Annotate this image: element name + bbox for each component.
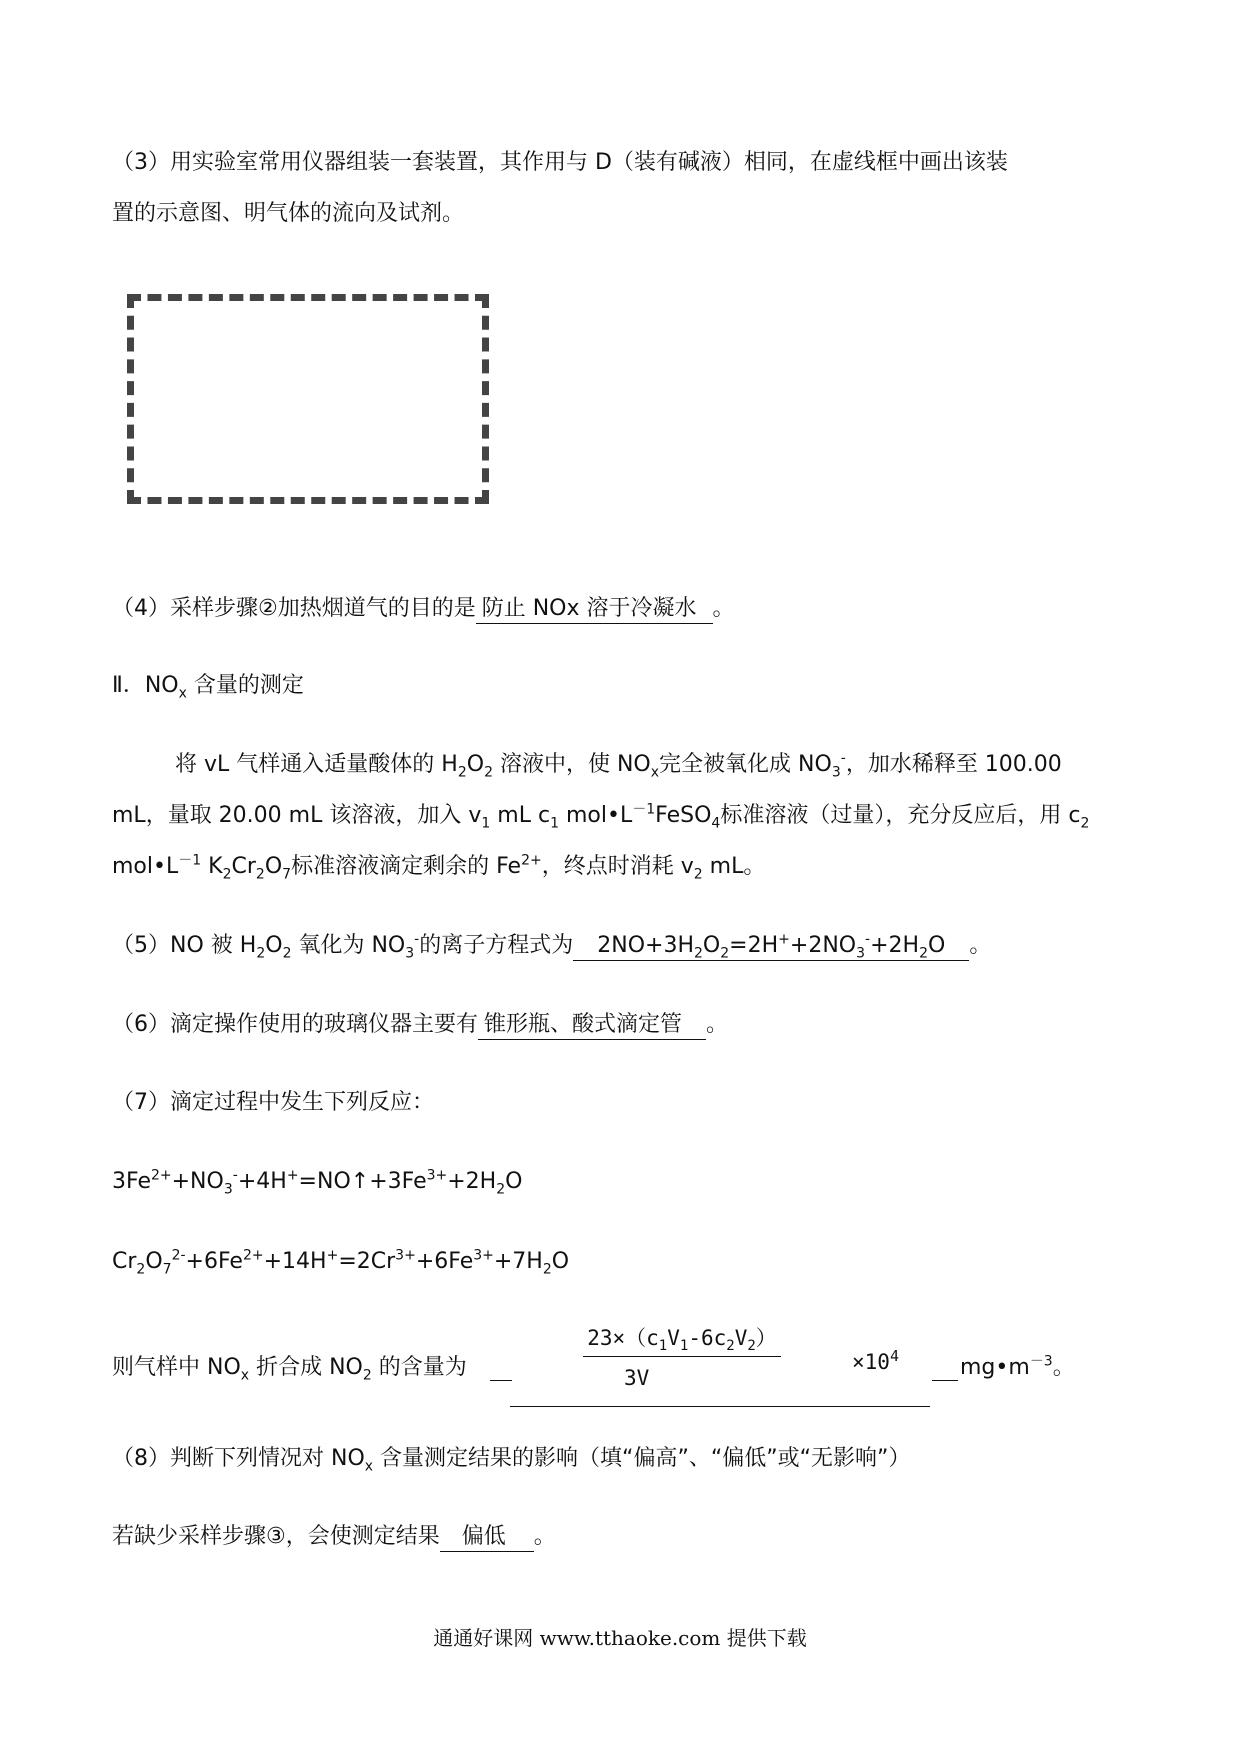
- q8-p1: （8）判断下列情况对 NO: [112, 1446, 365, 1471]
- para-c8: 7: [282, 866, 292, 883]
- times-ten-power: [852, 1347, 899, 1374]
- q7-equation-1: [112, 1167, 522, 1197]
- eq1-part: 3+: [426, 1167, 448, 1184]
- q8-answer-text: 偏低: [461, 1524, 506, 1549]
- q4-line: [112, 594, 735, 624]
- para-c13: mL。: [702, 854, 766, 879]
- q5-ans10: +2H: [870, 933, 920, 958]
- eq2-part: O: [145, 1249, 163, 1274]
- eq2-part: 3+: [395, 1247, 416, 1264]
- q5-ans12: O: [928, 933, 946, 958]
- page-footer: 通通好课网 www.tthaoke.com 提供下载: [433, 1626, 807, 1650]
- q5-line: [112, 931, 991, 961]
- q5-ans2: 2: [694, 945, 703, 962]
- num-h: 2: [747, 1338, 756, 1355]
- eq1-part: +: [286, 1167, 299, 1184]
- para-c2: －1: [178, 852, 202, 869]
- para-a1: 将 vL 气样通入适量酸体的 H: [175, 752, 458, 777]
- q6-answer-text: 锥形瓶、酸式滴定管: [484, 1012, 683, 1037]
- unit-b: －3: [1029, 1353, 1053, 1370]
- para-a4: 2: [484, 764, 493, 781]
- q6-line: [112, 1010, 728, 1040]
- q5-p5: 氧化为 NO: [291, 933, 406, 958]
- q4-answer-text: 防止 NOx 溶于冷凝水: [481, 596, 697, 621]
- para-c3: K: [201, 854, 223, 879]
- unit-a: mg•m: [960, 1355, 1030, 1380]
- q5-ans8: 3: [856, 945, 866, 962]
- eq2-part: O: [551, 1249, 570, 1274]
- q4-prefix: （4）采样步骤②加热烟道气的目的是: [112, 596, 476, 621]
- eq1-part: O: [505, 1169, 523, 1194]
- eq2-part: 7: [162, 1261, 172, 1278]
- para-b7: FeSO: [655, 803, 712, 828]
- para-b3: mL c: [490, 803, 551, 828]
- num-i: ）: [755, 1326, 777, 1350]
- exponent: 4: [889, 1347, 899, 1365]
- fraction-denominator: 3V: [624, 1366, 650, 1390]
- q6-prefix: （6）滴定操作使用的玻璃仪器主要有: [112, 1012, 478, 1037]
- eq1-part: -: [232, 1167, 238, 1184]
- q5-p2: 2: [256, 945, 266, 962]
- eq2-part: =2Cr: [338, 1249, 396, 1274]
- eq2-part: +6Fe: [185, 1249, 243, 1274]
- num-f: 2: [726, 1338, 735, 1355]
- q3-line2: 置的示意图、明气体的流向及试剂。: [112, 201, 465, 226]
- eq2-part: 2: [136, 1261, 146, 1278]
- eq2-part: +7H: [493, 1249, 543, 1274]
- q3-line1: （3）用实验室常用仪器组装一套装置，其作用与 D（装有碱液）相同，在虚线框中画出该装: [112, 150, 1008, 175]
- q5-suffix: 。: [969, 933, 992, 958]
- answer-underline-right: [932, 1380, 958, 1381]
- answer-underline-left: [490, 1380, 512, 1381]
- answer-underline-long: [510, 1406, 930, 1407]
- q8-answer: [440, 1523, 534, 1552]
- eq2-part: Cr: [112, 1249, 137, 1274]
- eq1-part: +2H: [447, 1169, 497, 1194]
- q8-p2: x: [364, 1458, 374, 1475]
- eq2-part: 2+: [242, 1247, 264, 1264]
- q5-ans9: -: [865, 931, 871, 948]
- result-b: x: [240, 1367, 250, 1384]
- para-b4: 1: [550, 815, 559, 832]
- times-ten: ×10: [852, 1350, 890, 1374]
- q5-ans1: 2NO+3H: [597, 933, 694, 958]
- eq2-part: +14H: [263, 1249, 327, 1274]
- q5-ans11: 2: [919, 945, 928, 962]
- q5-answer: [573, 932, 969, 961]
- eq1-part: +4H: [237, 1169, 287, 1194]
- num-a: 23×（c: [587, 1326, 659, 1350]
- q8-sub-line: [112, 1522, 556, 1552]
- result-c: 折合成 NO: [249, 1355, 363, 1380]
- section2-heading-a: Ⅱ．NO: [112, 673, 179, 698]
- para-a5: 溶液中，使 NO: [492, 752, 651, 777]
- para-c11: ，终点时消耗 v: [541, 854, 694, 879]
- para-c5: Cr: [231, 854, 256, 879]
- q5-p4: 2: [282, 945, 292, 962]
- q4-answer: [476, 595, 713, 624]
- para-a8: 3: [831, 764, 841, 781]
- para-line2: [112, 801, 1089, 831]
- num-b: 1: [658, 1338, 668, 1355]
- eq1-part: 2: [496, 1181, 506, 1198]
- para-c9: 标准溶液滴定剩余的 Fe: [291, 854, 522, 879]
- para-a7: 完全被氧化成 NO: [659, 752, 832, 777]
- para-c12: 2: [693, 866, 703, 883]
- para-c6: 2: [255, 866, 265, 883]
- eq1-part: +NO: [171, 1169, 224, 1194]
- para-a10: ，加水稀释至 100.00: [845, 752, 1062, 777]
- eq2-part: 2: [542, 1261, 552, 1278]
- para-c1: mol•L: [112, 854, 179, 879]
- fraction-numerator: [583, 1322, 781, 1357]
- num-c: V: [667, 1326, 680, 1350]
- num-e: -6c: [688, 1326, 727, 1350]
- q5-p3: O: [265, 933, 283, 958]
- q7-intro: （7）滴定过程中发生下列反应：: [112, 1090, 434, 1115]
- para-b9: 标准溶液（过量），充分反应后，用 c: [720, 803, 1081, 828]
- q6-answer: [478, 1011, 706, 1040]
- para-c10: 2+: [521, 852, 542, 869]
- para-b10: 2: [1080, 815, 1090, 832]
- eq2-part: +: [326, 1247, 339, 1264]
- para-b1: mL，量取 20.00 mL 该溶液，加入 v: [112, 803, 482, 828]
- para-line3: [112, 852, 765, 882]
- para-c4: 2: [222, 866, 232, 883]
- dashed-drawing-box: [127, 294, 489, 504]
- result-e: 的含量为: [371, 1355, 467, 1380]
- section2-heading-sub: x: [178, 685, 187, 702]
- section2-heading-c: 含量的测定: [186, 673, 304, 698]
- eq2-part: +6Fe: [415, 1249, 474, 1274]
- q5-p1: （5）NO 被 H: [112, 933, 257, 958]
- eq1-part: 3Fe: [112, 1169, 151, 1194]
- para-c7: O: [264, 854, 283, 879]
- eq1-part: =NO↑+3Fe: [298, 1169, 427, 1194]
- num-g: V: [734, 1326, 748, 1350]
- num-d: 1: [679, 1338, 689, 1355]
- q8-line: [112, 1444, 910, 1474]
- eq1-part: 3: [223, 1181, 233, 1198]
- para-a9: -: [840, 750, 846, 767]
- result-d: 2: [362, 1367, 372, 1384]
- para-b6: －1: [632, 801, 656, 818]
- result-a: 则气样中 NO: [112, 1355, 241, 1380]
- q5-ans6: +: [778, 931, 790, 948]
- q8-s-prefix: 若缺少采样步骤③，会使测定结果: [112, 1524, 440, 1549]
- q5-ans7: +2NO: [789, 933, 857, 958]
- answer-fraction: [512, 1322, 852, 1357]
- para-a3: O: [466, 752, 485, 777]
- q5-p7: -: [414, 931, 420, 948]
- q5-p8: 的离子方程式为: [419, 933, 574, 958]
- q8-s-suffix: 。: [533, 1524, 556, 1549]
- q7-equation-2: [112, 1247, 569, 1277]
- q8-p3: 含量测定结果的影响（填“偏高”、“偏低”或“无影响”）: [373, 1446, 911, 1471]
- q5-p6: 3: [405, 945, 415, 962]
- eq2-part: 2-: [171, 1247, 186, 1264]
- q5-ans5: =2H: [729, 933, 779, 958]
- para-b8: 4: [711, 815, 721, 832]
- q6-suffix: 。: [706, 1012, 729, 1037]
- unit-c: 。: [1052, 1355, 1075, 1380]
- para-line1: [175, 750, 1062, 780]
- para-b2: 1: [481, 815, 491, 832]
- para-a2: 2: [457, 764, 467, 781]
- eq2-part: 3+: [473, 1247, 494, 1264]
- eq1-part: 2+: [150, 1167, 172, 1184]
- q5-ans3: O: [702, 933, 721, 958]
- q4-suffix: 。: [712, 596, 735, 621]
- section2-heading: [112, 671, 304, 701]
- para-b5: mol•L: [558, 803, 633, 828]
- q5-ans4: 2: [720, 945, 730, 962]
- para-a6: x: [650, 764, 660, 781]
